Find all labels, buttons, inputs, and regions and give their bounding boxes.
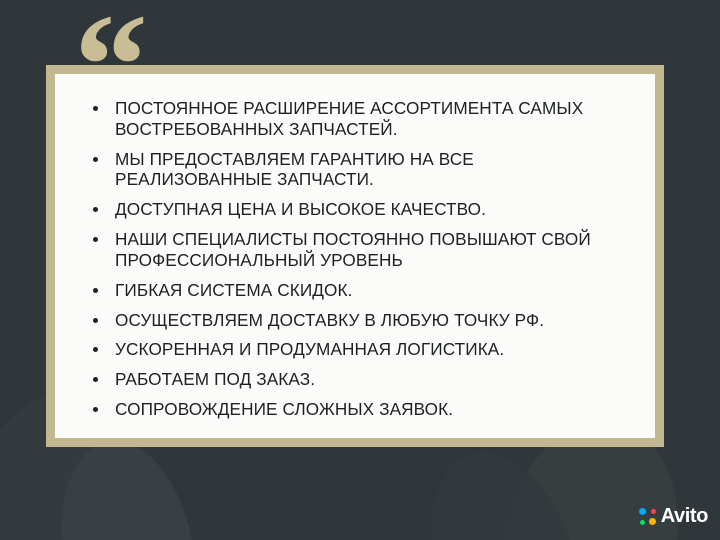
list-item (85, 199, 625, 220)
advantages-list (85, 98, 625, 420)
avito-watermark-label: Avito (660, 505, 708, 527)
list-item-label: ПОСТОЯННОЕ РАСШИРЕНИЕ АССОРТИМЕНТА САМЫХ ВОСТРЕБОВАННЫХ ЗАПЧАСТЕЙ. (115, 98, 584, 139)
list-item-label: УСКОРЕННАЯ И ПРОДУМАННАЯ ЛОГИСТИКА. (115, 339, 505, 360)
bullet-dot-icon (93, 237, 98, 242)
bullet-dot-icon (93, 347, 98, 352)
bullet-dot-icon (93, 157, 98, 162)
bullet-dot-icon (93, 407, 98, 412)
list-item (85, 310, 625, 331)
list-item (85, 399, 625, 420)
avito-watermark (639, 505, 708, 528)
list-item (85, 98, 625, 140)
list-item-label: ДОСТУПНАЯ ЦЕНА И ВЫСОКОЕ КАЧЕСТВО. (115, 199, 486, 220)
list-item-label: ГИБКАЯ СИСТЕМА СКИДОК. (115, 279, 353, 300)
list-item-label: МЫ ПРЕДОСТАВЛЯЕМ ГАРАНТИЮ НА ВСЕ РЕАЛИЗОВАННЫЕ ЗАПЧАСТИ. (115, 148, 474, 190)
bullet-dot-icon (93, 106, 98, 111)
list-item (85, 149, 625, 191)
avito-logo-icon (639, 508, 656, 525)
content-card (55, 74, 655, 438)
bullet-dot-icon (93, 288, 98, 293)
bullet-dot-icon (93, 377, 98, 382)
list-item (85, 339, 625, 360)
list-item (85, 229, 625, 271)
list-item-label: РАБОТАЕМ ПОД ЗАКАЗ. (115, 369, 316, 390)
list-item-label: ОСУЩЕСТВЛЯЕМ ДОСТАВКУ В ЛЮБУЮ ТОЧКУ РФ. (115, 309, 545, 330)
list-item-label: СОПРОВОЖДЕНИЕ СЛОЖНЫХ ЗАЯВОК. (115, 398, 454, 419)
list-item-label: НАШИ СПЕЦИАЛИСТЫ ПОСТОЯННО ПОВЫШАЮТ СВОЙ ПРОФЕССИОНАЛЬНЫЙ УРОВЕНЬ (115, 229, 591, 270)
bullet-dot-icon (93, 318, 98, 323)
content-card-frame (46, 65, 664, 447)
list-item (85, 280, 625, 301)
list-item (85, 369, 625, 390)
bullet-dot-icon (93, 207, 98, 212)
